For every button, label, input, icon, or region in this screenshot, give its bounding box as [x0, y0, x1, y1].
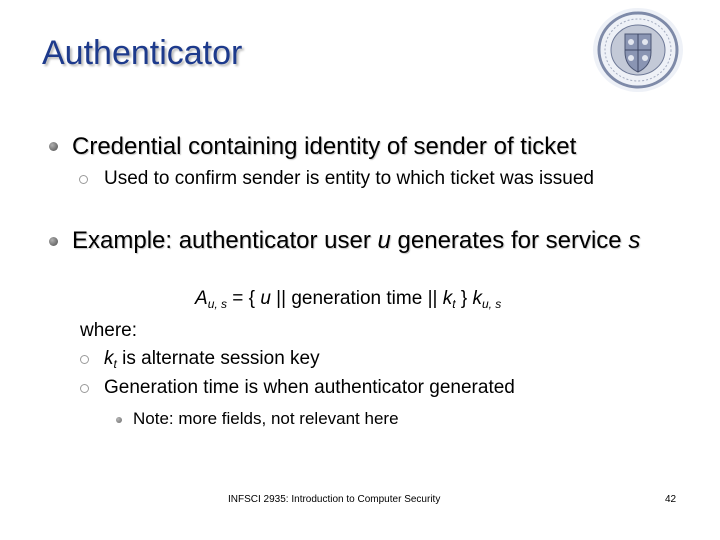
slide-title: Authenticator — [42, 34, 243, 72]
where-label: where: — [80, 320, 138, 341]
bullet-example: Example: authenticator user u generates for service s — [72, 227, 641, 254]
where-item-session-key: $k_t$ is alternate session key — [104, 348, 320, 371]
footer-course: INFSCI 2935: Introduction to Computer Security — [228, 494, 441, 505]
note-more-fields: Note: more fields, not relevant here — [133, 409, 399, 428]
bullet-marker — [49, 142, 58, 151]
bullet-marker — [49, 237, 58, 246]
bullet-used-to-confirm: Used to confirm sender is entity to which ticket was issued — [104, 168, 594, 189]
where-item-generation-time: Generation time is when authenticator generated — [104, 377, 515, 398]
sub-sub-bullet-marker — [116, 417, 122, 423]
authenticator-formula: $A_{u, s}$ = { u || generation time || $k_t$ } $k_{u, s}$ — [195, 288, 502, 311]
page-number: 42 — [665, 494, 677, 505]
bullet-credential: Credential containing identity of sender of ticket — [72, 133, 577, 160]
sub-bullet-marker — [80, 384, 89, 393]
sub-bullet-marker — [80, 355, 89, 364]
university-seal-logo — [592, 6, 684, 94]
sub-bullet-marker — [79, 175, 88, 184]
